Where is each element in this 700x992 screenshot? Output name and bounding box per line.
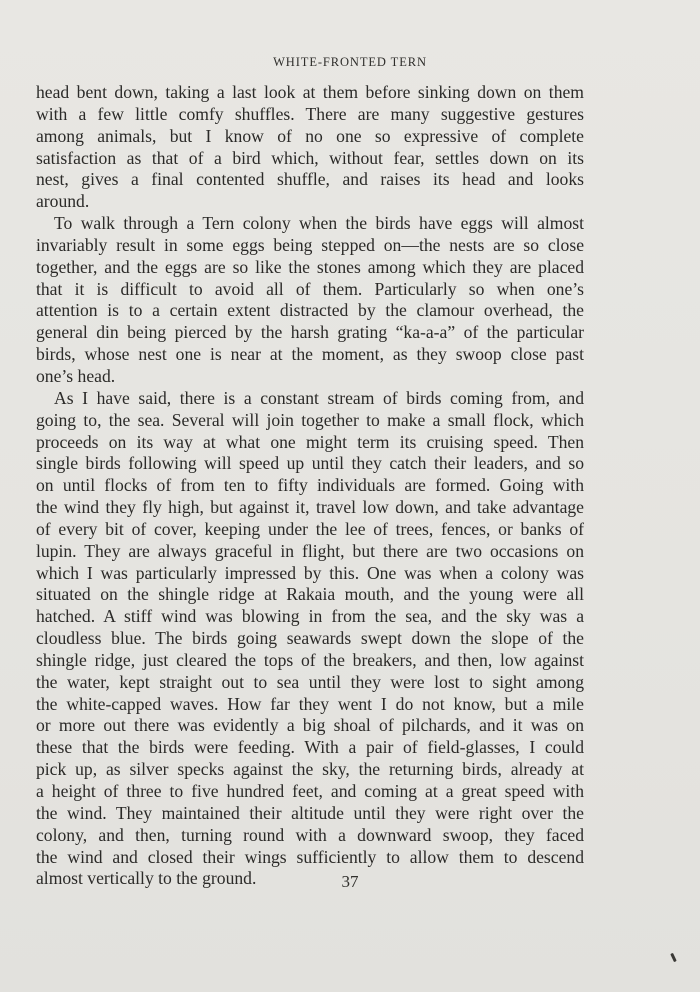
text-line: of every bit of cover, keeping under the lee of trees, fences, or banks of (36, 518, 584, 539)
text-line: general din being pierced by the harsh grating “ka-a-a” of the particular (36, 322, 584, 343)
text-line: hatched. A stiff wind was blowing in from the sea, and the sky was a (36, 606, 584, 627)
text-line: that it is difficult to avoid all of them. Particularly so when one’s (36, 278, 584, 299)
text-line: the white-capped waves. How far they went I do not know, but a mile (36, 693, 584, 714)
text-line: the wind they fly high, but against it, travel low down, and take advantage (36, 497, 584, 518)
text-line: or more out there was evidently a big shoal of pilchards, and it was on (36, 715, 584, 736)
text-line: head bent down, taking a last look at them before sinking down on them (36, 82, 584, 102)
text-line: on until flocks of from ten to fifty individuals are formed. Going with (36, 475, 584, 496)
text-line: shingle ridge, just cleared the tops of the breakers, and then, low against (36, 649, 584, 670)
text-line: satisfaction as that of a bird which, without fear, settles down on its (36, 147, 584, 168)
text-line: around. (36, 191, 90, 212)
text-line: nest, gives a final contented shuffle, and raises its head and looks (36, 169, 584, 190)
text-line: cloudless blue. The birds going seawards swept down the slope of the (36, 628, 584, 649)
text-line: the wind. They maintained their altitude until they were right over the (36, 802, 584, 823)
text-line: situated on the shingle ridge at Rakaia mouth, and the young were all (36, 584, 584, 605)
text-line: together, and the eggs are so like the stones among which they are placed (36, 256, 584, 277)
text-line: the water, kept straight out to sea until they were lost to sight among (36, 671, 584, 692)
text-line: birds, whose nest one is near at the moment, as they swoop close past (36, 344, 584, 365)
text-line: As I have said, there is a constant stream of birds coming from, and (54, 387, 584, 408)
text-line: which I was particularly impressed by this. One was when a colony was (36, 562, 584, 583)
text-line: the wind and closed their wings sufficiently to allow them to descend (36, 846, 584, 867)
page-number: 37 (341, 872, 359, 891)
text-line: attention is to a certain extent distracted by the clamour overhead, the (36, 300, 584, 321)
text-line: with a few little comfy shuffles. There are many suggestive gestures (36, 103, 584, 124)
text-line: among animals, but I know of no one so expressive of complete (36, 125, 584, 146)
text-line: almost vertically to the ground. (36, 868, 257, 889)
text-line: invariably result in some eggs being stepped on—the nests are so close (36, 234, 584, 255)
text-line: a height of three to five hundred feet, and coming at a great speed with (36, 781, 584, 801)
text-line: one’s head. (36, 365, 116, 386)
text-line: going to, the sea. Several will join together to make a small flock, which (36, 409, 584, 430)
text-line: proceeds on its way at what one might term its cruising speed. Then (36, 431, 584, 452)
text-line: pick up, as silver specks against the sky, the returning birds, already at (36, 759, 584, 780)
running-head: WHITE-FRONTED TERN (273, 55, 427, 69)
page-speck-mark (670, 953, 677, 962)
text-line: single birds following will speed up until they catch their leaders, and so (36, 453, 584, 474)
text-line: To walk through a Tern colony when the birds have eggs will almost (54, 213, 584, 234)
text-line: lupin. They are always graceful in flight, but there are two occasions on (36, 540, 584, 561)
text-line: these that the birds were feeding. With a pair of field-glasses, I could (36, 737, 584, 758)
body-text (36, 82, 584, 890)
text-line: colony, and then, turning round with a downward swoop, they faced (36, 824, 584, 845)
